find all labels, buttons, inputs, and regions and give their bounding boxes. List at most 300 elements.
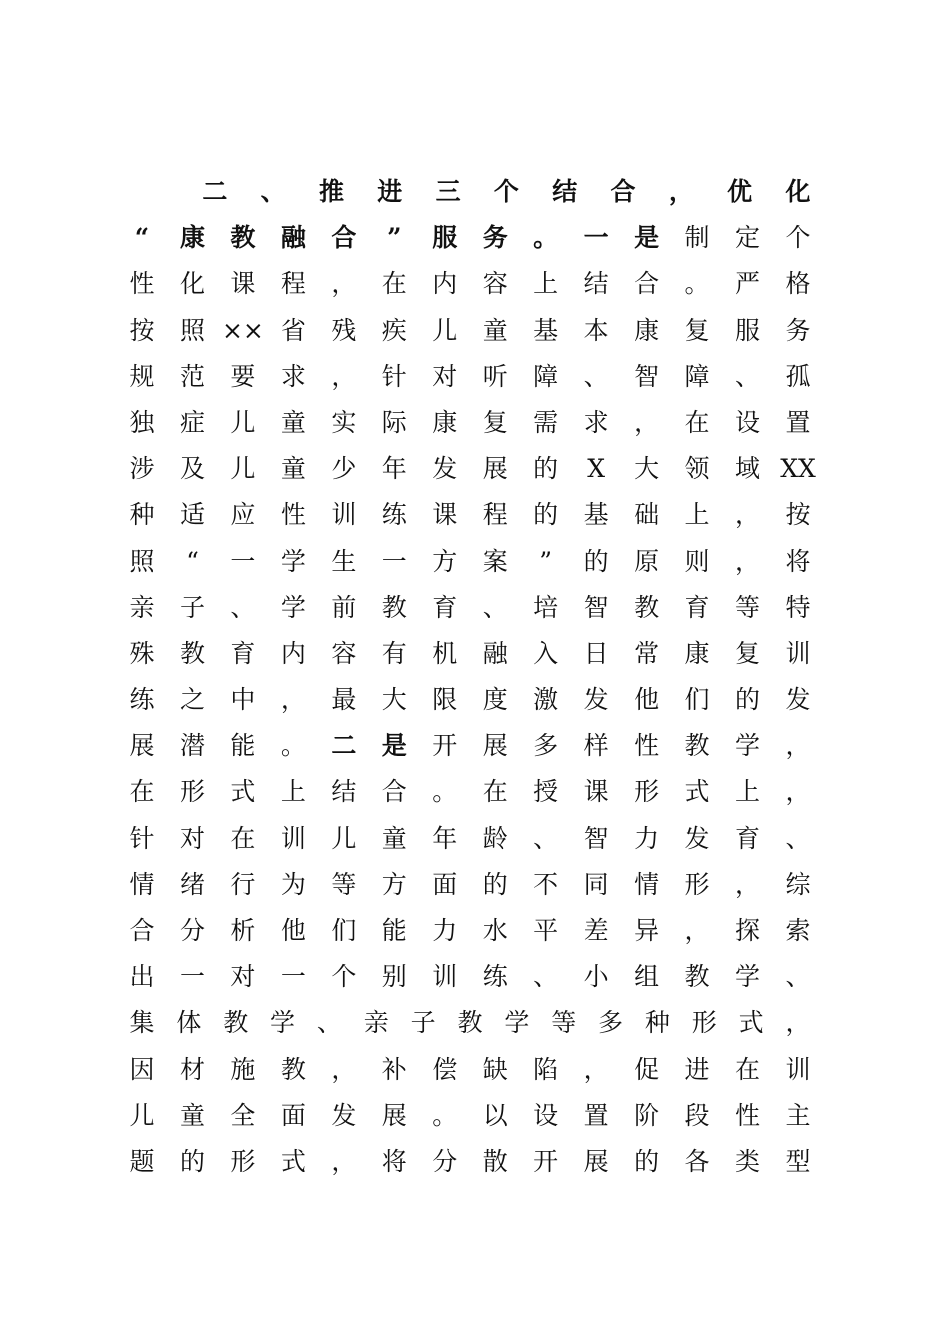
- text-char: 偿: [432, 1054, 458, 1084]
- text-char: 、: [533, 962, 559, 992]
- text-char: 复: [735, 638, 761, 668]
- text-char: 限: [432, 685, 458, 715]
- text-char: 上: [735, 777, 761, 807]
- text-char: 的: [533, 454, 559, 484]
- text-line: [130, 1094, 810, 1140]
- text-char: 之: [179, 685, 205, 715]
- text-char: 、: [735, 361, 761, 391]
- text-char: ，: [331, 1146, 357, 1176]
- text-char: 陷: [533, 1054, 559, 1084]
- text-char: 别: [381, 962, 407, 992]
- text-char: 年: [381, 454, 407, 484]
- text-char: 型: [785, 1146, 811, 1176]
- text-line: [130, 724, 810, 770]
- text-line: [130, 1001, 810, 1047]
- text-char: 最: [331, 685, 357, 715]
- text-char: 独: [129, 407, 155, 437]
- text-char: 方: [381, 869, 407, 899]
- text-char: 发: [331, 1100, 357, 1130]
- text-char: 析: [230, 916, 256, 945]
- text-char: 孤: [785, 361, 811, 391]
- text-char: 康: [179, 223, 205, 253]
- text-line: [130, 632, 810, 678]
- text-char: 他: [280, 916, 306, 945]
- text-line: [130, 863, 810, 909]
- text-char: 发: [684, 823, 710, 853]
- text-char: 情: [129, 869, 155, 899]
- text-char: 二: [202, 177, 228, 206]
- text-char: 散: [482, 1146, 508, 1176]
- text-char: 类: [735, 1146, 761, 1176]
- text-char: 内: [432, 269, 458, 299]
- text-char: 融: [482, 638, 508, 668]
- text-char: 面: [432, 869, 458, 899]
- text-char: 展: [482, 454, 508, 484]
- text-char: 一: [179, 962, 205, 992]
- text-line: [130, 309, 810, 355]
- text-char: 童: [381, 823, 407, 853]
- text-char: ，: [331, 361, 357, 391]
- text-char: 主: [785, 1100, 811, 1130]
- text-char: 以: [482, 1100, 508, 1130]
- text-char: 施: [230, 1054, 256, 1084]
- text-char: 合: [381, 777, 407, 807]
- text-char: 小: [583, 962, 609, 992]
- text-char: 结: [552, 177, 578, 206]
- text-line: [130, 355, 810, 401]
- text-char: 的: [482, 869, 508, 899]
- text-char: 设: [533, 1100, 559, 1130]
- text-char: 一: [230, 546, 256, 576]
- text-char: 上: [533, 269, 559, 299]
- text-char: 学: [735, 962, 761, 992]
- text-char: 康: [684, 638, 710, 668]
- text-char: 育: [432, 592, 458, 622]
- text-char: 合: [331, 223, 357, 253]
- text-char: 式: [738, 1008, 764, 1038]
- text-char: 发: [432, 454, 458, 484]
- text-char: 行: [230, 869, 256, 899]
- text-char: 多: [533, 731, 559, 761]
- text-char: 儿: [230, 454, 256, 484]
- text-char: 复: [684, 315, 710, 345]
- text-char: “: [186, 546, 199, 576]
- text-char: 索: [785, 916, 811, 945]
- text-char: 儿: [432, 315, 458, 345]
- text-char: 课: [583, 777, 609, 807]
- text-char: 针: [129, 823, 155, 853]
- text-char: 教: [230, 223, 256, 253]
- text-char: 育: [230, 638, 256, 668]
- text-char: 形: [230, 1146, 256, 1176]
- text-char: 日: [583, 638, 609, 668]
- text-char: 则: [684, 546, 710, 576]
- text-char: ，: [785, 731, 811, 761]
- text-char: 康: [634, 315, 660, 345]
- text-char: 一: [381, 546, 407, 576]
- text-char: ，: [331, 1054, 357, 1084]
- text-char: 基: [533, 315, 559, 345]
- text-char: 照: [179, 315, 205, 345]
- text-char: 将: [381, 1146, 407, 1176]
- text-char: 个: [493, 177, 519, 206]
- text-char: 展: [482, 731, 508, 761]
- text-char: 。: [280, 731, 306, 761]
- text-char: 不: [533, 869, 559, 899]
- text-char: 涉: [129, 454, 155, 484]
- text-char: 化: [785, 177, 811, 206]
- text-char: 发: [785, 685, 811, 715]
- text-char: 童: [280, 407, 306, 437]
- text-line: [130, 770, 810, 816]
- text-char: 严: [735, 269, 761, 299]
- text-char: 的: [533, 500, 559, 530]
- text-char: 、: [533, 823, 559, 853]
- text-char: 省: [280, 315, 306, 345]
- text-char: 各: [684, 1146, 710, 1176]
- text-char: 求: [583, 407, 609, 437]
- text-line: [130, 1140, 810, 1186]
- text-char: 针: [381, 361, 407, 391]
- text-char: 同: [583, 869, 609, 899]
- text-char: 度: [482, 685, 508, 715]
- text-char: 置: [583, 1100, 609, 1130]
- text-char: 探: [735, 916, 761, 945]
- text-char: 将: [785, 546, 811, 576]
- text-char: 教: [684, 962, 710, 992]
- text-char: 力: [634, 823, 660, 853]
- text-char: 差: [583, 916, 609, 945]
- text-char: 展: [129, 731, 155, 761]
- text-char: 异: [634, 916, 660, 945]
- text-char: 智: [634, 361, 660, 391]
- text-char: 儿: [331, 823, 357, 853]
- text-char: 缺: [482, 1054, 508, 1084]
- text-char: 及: [179, 454, 205, 484]
- text-char: 、: [230, 592, 256, 622]
- text-char: 置: [785, 407, 811, 437]
- text-char: 照: [129, 546, 155, 576]
- text-char: 服: [735, 315, 761, 345]
- text-char: 本: [583, 315, 609, 345]
- text-char: 对: [230, 962, 256, 992]
- text-char: 能: [381, 916, 407, 945]
- text-line: [130, 262, 810, 308]
- text-char: 容: [331, 638, 357, 668]
- text-char: 促: [634, 1054, 660, 1084]
- text-char: 适: [179, 500, 205, 530]
- text-char: 格: [785, 269, 811, 299]
- text-char: 情: [634, 869, 660, 899]
- text-char: 学: [735, 731, 761, 761]
- text-char: 是: [381, 731, 407, 761]
- text-char: 、: [316, 1008, 342, 1038]
- text-char: “: [134, 223, 150, 253]
- text-char: 力: [432, 916, 458, 945]
- text-char: ”: [387, 223, 402, 253]
- text-char: 进: [377, 177, 403, 206]
- text-char: 训: [280, 823, 306, 853]
- text-char: 的: [634, 1146, 660, 1176]
- text-char: 。: [533, 223, 559, 253]
- text-char: XX: [780, 454, 816, 484]
- text-char: 基: [583, 500, 609, 530]
- text-char: 症: [179, 407, 205, 437]
- text-char: 推: [318, 177, 344, 206]
- text-line: [130, 678, 810, 724]
- text-char: 三: [435, 177, 461, 206]
- text-char: 智: [583, 823, 609, 853]
- text-char: 们: [684, 685, 710, 715]
- text-char: 务: [785, 315, 811, 345]
- text-char: 全: [230, 1100, 256, 1130]
- text-char: 的: [735, 685, 761, 715]
- text-char: 规: [129, 361, 155, 391]
- text-char: 方: [432, 546, 458, 576]
- text-char: 等: [735, 592, 761, 622]
- text-char: 应: [230, 500, 256, 530]
- text-char: 段: [684, 1100, 710, 1130]
- text-char: 大: [634, 454, 660, 484]
- text-char: 务: [482, 223, 508, 253]
- text-char: 童: [482, 315, 508, 345]
- text-line: [130, 170, 810, 216]
- text-char: 要: [230, 361, 256, 391]
- text-char: 课: [432, 500, 458, 530]
- text-char: 领: [684, 454, 710, 484]
- text-char: 殊: [129, 638, 155, 668]
- text-char: 出: [129, 962, 155, 992]
- text-char: 性: [280, 500, 306, 530]
- text-char: 的: [583, 546, 609, 576]
- text-char: 样: [583, 731, 609, 761]
- text-char: 个: [331, 962, 357, 992]
- text-char: 、: [260, 177, 286, 206]
- text-char: 子: [179, 592, 205, 622]
- text-char: ××: [221, 315, 264, 345]
- text-char: 学: [504, 1008, 530, 1038]
- text-char: 合: [610, 177, 636, 206]
- text-char: 形: [691, 1008, 717, 1038]
- text-char: 材: [179, 1054, 205, 1084]
- text-char: 特: [785, 592, 811, 622]
- text-char: ，: [735, 546, 761, 576]
- text-char: 需: [533, 407, 559, 437]
- text-char: 形: [634, 777, 660, 807]
- text-char: 性: [634, 731, 660, 761]
- text-char: 体: [176, 1008, 202, 1038]
- text-char: 训: [785, 1054, 811, 1084]
- text-char: 融: [280, 223, 306, 253]
- text-char: 在: [735, 1054, 761, 1084]
- text-char: ，: [785, 1008, 811, 1038]
- text-line: [130, 586, 810, 632]
- text-line: [130, 817, 810, 863]
- text-char: X: [587, 454, 606, 484]
- text-char: 他: [634, 685, 660, 715]
- text-char: 服: [432, 223, 458, 253]
- text-char: 程: [482, 500, 508, 530]
- text-char: 儿: [129, 1100, 155, 1130]
- text-line: [130, 1048, 810, 1094]
- text-char: 补: [381, 1054, 407, 1084]
- text-char: 、: [583, 361, 609, 391]
- text-char: 际: [381, 407, 407, 437]
- text-char: 子: [410, 1008, 436, 1038]
- text-char: 设: [735, 407, 761, 437]
- text-char: ”: [539, 546, 553, 576]
- text-char: 开: [533, 1146, 559, 1176]
- text-char: 能: [230, 731, 256, 761]
- text-char: 平: [533, 916, 559, 945]
- text-char: 定: [735, 223, 761, 253]
- text-char: ，: [331, 269, 357, 299]
- text-char: 学: [280, 592, 306, 622]
- text-char: 年: [432, 823, 458, 853]
- text-char: 亲: [129, 592, 155, 622]
- text-char: 础: [634, 500, 660, 530]
- text-char: 题: [129, 1146, 155, 1176]
- text-char: 结: [331, 777, 357, 807]
- text-char: 面: [280, 1100, 306, 1130]
- text-line: [130, 540, 810, 586]
- text-line: [130, 401, 810, 447]
- text-char: 式: [684, 777, 710, 807]
- text-char: 训: [432, 962, 458, 992]
- text-char: 生: [331, 546, 357, 576]
- text-char: 育: [735, 823, 761, 853]
- text-char: 童: [280, 454, 306, 484]
- text-char: 域: [735, 454, 761, 484]
- text-char: 组: [634, 962, 660, 992]
- text-char: 教: [179, 638, 205, 668]
- text-char: 性: [129, 269, 155, 299]
- text-char: 程: [280, 269, 306, 299]
- text-line: [130, 216, 810, 262]
- text-char: 们: [331, 916, 357, 945]
- text-char: 亲: [363, 1008, 389, 1038]
- text-char: 常: [634, 638, 660, 668]
- text-char: 式: [230, 777, 256, 807]
- text-char: 集: [129, 1008, 155, 1038]
- text-char: 一: [583, 223, 609, 253]
- text-char: 残: [331, 315, 357, 345]
- text-char: 育: [684, 592, 710, 622]
- text-char: 。: [684, 269, 710, 299]
- text-char: 听: [482, 361, 508, 391]
- text-char: 结: [583, 269, 609, 299]
- text-char: 、: [785, 962, 811, 992]
- text-char: 实: [331, 407, 357, 437]
- text-char: 上: [280, 777, 306, 807]
- text-char: 课: [230, 269, 256, 299]
- text-char: 障: [684, 361, 710, 391]
- text-char: 按: [785, 500, 811, 530]
- text-char: 的: [179, 1146, 205, 1176]
- text-char: 种: [644, 1008, 670, 1038]
- text-char: 范: [179, 361, 205, 391]
- text-char: 分: [179, 916, 205, 945]
- text-char: 展: [381, 1100, 407, 1130]
- text-char: 种: [129, 500, 155, 530]
- text-char: 入: [533, 638, 559, 668]
- text-char: 性: [735, 1100, 761, 1130]
- text-char: 在: [381, 269, 407, 299]
- text-char: 多: [598, 1008, 624, 1038]
- text-char: 在: [684, 407, 710, 437]
- body-text: [129, 170, 816, 1186]
- text-char: 为: [280, 869, 306, 899]
- text-char: 学: [270, 1008, 296, 1038]
- text-char: 疾: [381, 315, 407, 345]
- text-char: 。: [432, 1100, 458, 1130]
- text-char: 在: [129, 777, 155, 807]
- text-char: 水: [482, 916, 508, 945]
- text-char: ，: [735, 869, 761, 899]
- text-char: 教: [457, 1008, 483, 1038]
- text-char: 授: [533, 777, 559, 807]
- text-char: 训: [785, 638, 811, 668]
- text-char: 按: [129, 315, 155, 345]
- text-char: 激: [533, 685, 559, 715]
- text-line: [130, 955, 810, 1001]
- text-char: 开: [432, 731, 458, 761]
- text-char: 求: [280, 361, 306, 391]
- text-char: 容: [482, 269, 508, 299]
- text-char: 等: [551, 1008, 577, 1038]
- text-char: 康: [432, 407, 458, 437]
- text-char: 教: [223, 1008, 249, 1038]
- text-char: 、: [785, 823, 811, 853]
- text-char: 发: [583, 685, 609, 715]
- text-char: 教: [280, 1054, 306, 1084]
- text-char: 分: [432, 1146, 458, 1176]
- text-char: 训: [331, 500, 357, 530]
- text-char: 机: [432, 638, 458, 668]
- text-char: 内: [280, 638, 306, 668]
- text-char: 潜: [179, 731, 205, 761]
- text-char: 在: [230, 823, 256, 853]
- text-char: 在: [482, 777, 508, 807]
- text-line: [130, 909, 810, 955]
- text-char: 。: [432, 777, 458, 807]
- text-char: 二: [331, 731, 357, 761]
- text-char: 对: [179, 823, 205, 853]
- text-char: 复: [482, 407, 508, 437]
- text-char: 练: [129, 685, 155, 715]
- text-char: 绪: [179, 869, 205, 899]
- text-char: 原: [634, 546, 660, 576]
- text-char: 中: [230, 685, 256, 715]
- text-char: 形: [179, 777, 205, 807]
- text-char: 前: [331, 592, 357, 622]
- text-char: ，: [634, 407, 660, 437]
- text-char: 对: [432, 361, 458, 391]
- text-char: 合: [129, 916, 155, 945]
- text-char: 练: [482, 962, 508, 992]
- text-char: ，: [785, 777, 811, 807]
- text-char: 是: [634, 223, 660, 253]
- text-char: 儿: [230, 407, 256, 437]
- text-char: 有: [381, 638, 407, 668]
- text-char: 形: [684, 869, 710, 899]
- text-char: 龄: [482, 823, 508, 853]
- text-line: [130, 493, 810, 539]
- text-char: 少: [331, 454, 357, 484]
- text-char: 教: [381, 592, 407, 622]
- text-char: 大: [381, 685, 407, 715]
- text-char: 、: [482, 592, 508, 622]
